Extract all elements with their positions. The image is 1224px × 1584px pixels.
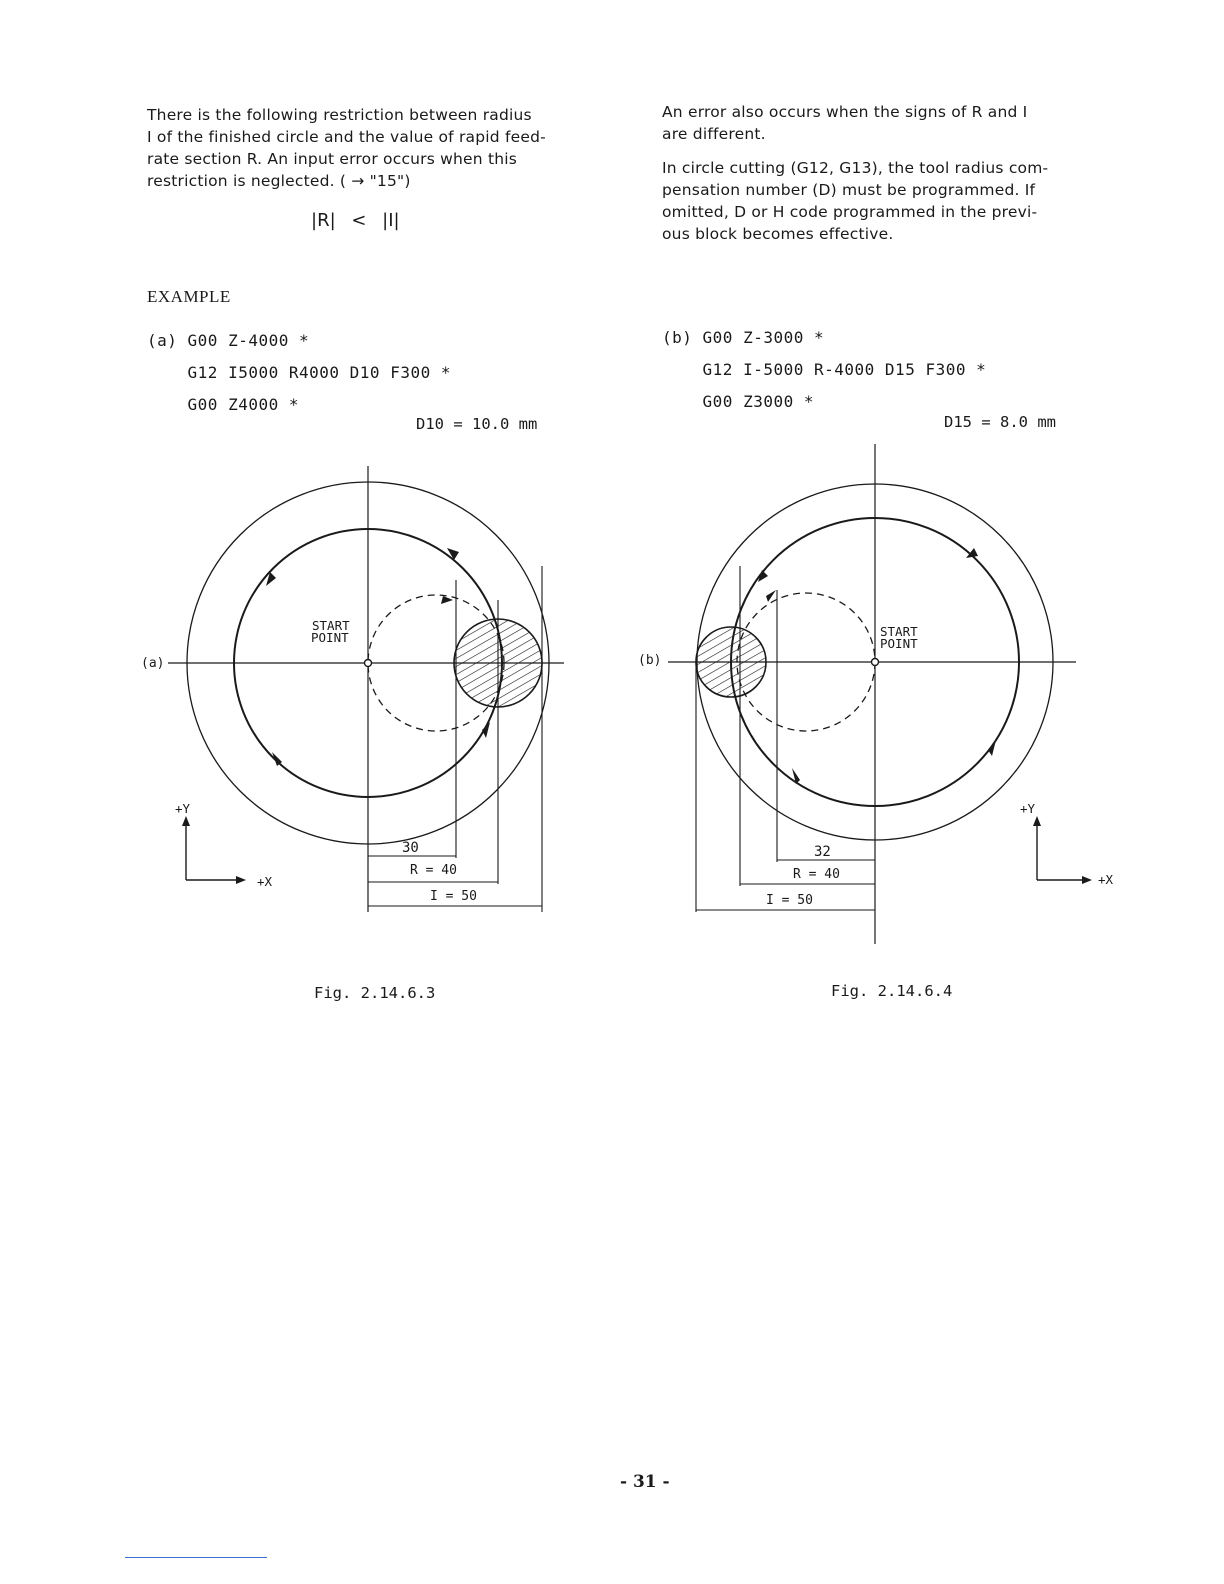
axis-x-label: +X bbox=[1098, 872, 1114, 887]
dimension-r-label: R = 40 bbox=[410, 863, 457, 878]
paragraph-line: I of the finished circle and the value of rapid feed- bbox=[147, 128, 546, 146]
start-point-marker bbox=[365, 660, 372, 667]
code-line: G00 Z4000 * bbox=[147, 395, 299, 414]
footer-rule bbox=[125, 1557, 267, 1558]
code-line: (a) G00 Z-4000 * bbox=[147, 331, 310, 350]
code-line: (b) G00 Z-3000 * bbox=[662, 328, 825, 347]
paragraph-line: are different. bbox=[662, 125, 766, 143]
arrow-icon bbox=[1033, 816, 1041, 826]
arrow-icon bbox=[182, 816, 190, 826]
figure-a bbox=[168, 466, 564, 912]
start-point-label-line: START bbox=[880, 624, 918, 639]
restriction-formula: |R| < |I| bbox=[311, 210, 400, 231]
example-a-offset-note: D10 = 10.0 mm bbox=[416, 415, 538, 433]
dimension-small-label: 30 bbox=[402, 840, 419, 856]
start-point-label-line: POINT bbox=[311, 630, 349, 645]
dimension-i-label: I = 50 bbox=[766, 893, 813, 908]
dimension-i-label: I = 50 bbox=[430, 889, 477, 904]
axis-y-label: +Y bbox=[175, 801, 191, 816]
figure-b-caption: Fig. 2.14.6.4 bbox=[831, 982, 953, 1000]
paragraph-line: omitted, D or H code programmed in the previ- bbox=[662, 203, 1038, 221]
arrow-icon bbox=[1082, 876, 1092, 884]
axis-y-label: +Y bbox=[1020, 801, 1036, 816]
arrow-icon bbox=[441, 596, 453, 604]
arrow-icon bbox=[236, 876, 246, 884]
paragraph-line: pensation number (D) must be programmed. If bbox=[662, 181, 1036, 199]
paragraph-line: There is the following restriction between radius bbox=[147, 106, 532, 124]
example-heading: EXAMPLE bbox=[147, 287, 231, 306]
example-b-offset-note: D15 = 8.0 mm bbox=[944, 413, 1056, 431]
paragraph-line: An error also occurs when the signs of R and I bbox=[662, 103, 1028, 121]
arrow-icon bbox=[447, 548, 459, 560]
page-number: - 31 - bbox=[620, 1472, 670, 1492]
paragraph-line: rate section R. An input error occurs when this bbox=[147, 150, 518, 168]
code-line: G12 I5000 R4000 D10 F300 * bbox=[147, 363, 451, 382]
paragraph-line: In circle cutting (G12, G13), the tool radius com- bbox=[662, 159, 1049, 177]
paragraph-line: restriction is neglected. ( → "15") bbox=[147, 172, 411, 190]
start-point-label-line: POINT bbox=[880, 636, 918, 651]
figure-a-side-label: (a) bbox=[141, 656, 165, 671]
dimension-r-label: R = 40 bbox=[793, 867, 840, 882]
figure-b bbox=[668, 444, 1092, 944]
arrow-icon bbox=[988, 740, 996, 756]
figure-a-caption: Fig. 2.14.6.3 bbox=[314, 984, 436, 1002]
code-line: G00 Z3000 * bbox=[662, 392, 814, 411]
code-line: G12 I-5000 R-4000 D15 F300 * bbox=[662, 360, 987, 379]
start-point-label-line: START bbox=[312, 618, 350, 633]
figure-b-side-label: (b) bbox=[638, 653, 662, 668]
axis-x-label: +X bbox=[257, 874, 273, 889]
paragraph-line: ous block becomes effective. bbox=[662, 225, 894, 243]
dimension-small-label: 32 bbox=[814, 844, 831, 860]
start-point-marker bbox=[872, 659, 879, 666]
